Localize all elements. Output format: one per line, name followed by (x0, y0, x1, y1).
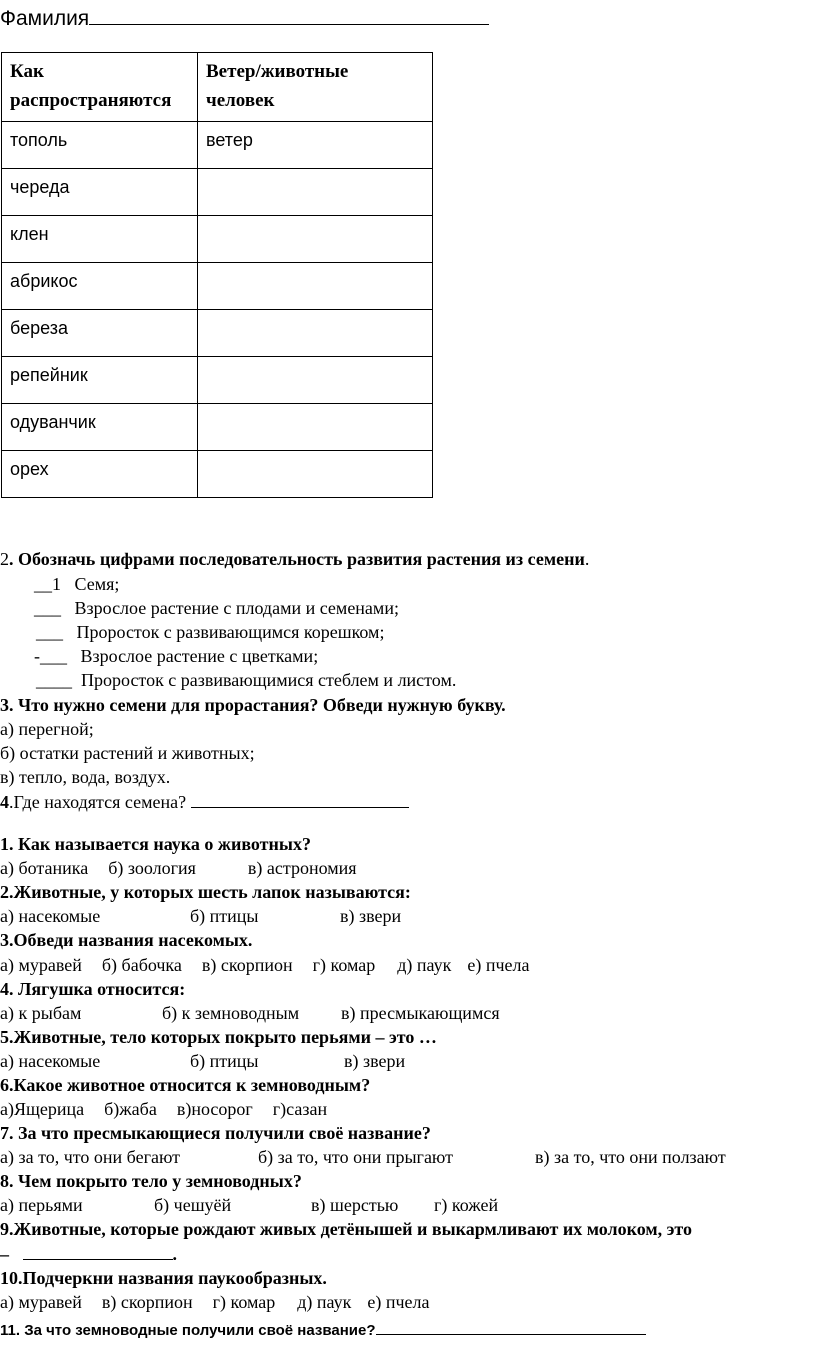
header-line: Как (10, 61, 44, 82)
table-row (2, 216, 433, 263)
table-header-cell (198, 53, 433, 122)
answer-option[interactable]: а) насекомые (0, 1051, 101, 1071)
answer-cell[interactable]: ветер (198, 122, 433, 169)
answer-blank[interactable] (376, 1318, 646, 1335)
answer-option[interactable]: б) остатки растений и животных; (0, 743, 255, 763)
answer-option[interactable]: б) чешуёй (154, 1195, 232, 1215)
answer-option[interactable]: а) перьями (0, 1195, 83, 1215)
quiz-question-11: 11. За что земноводные получили своё название? (0, 1318, 646, 1339)
section4-question: 4.Где находятся семена? (0, 791, 409, 813)
header-line: распространяются (10, 90, 172, 111)
answer-option[interactable]: г) кожей (434, 1195, 499, 1215)
answer-option[interactable]: е) пчела (367, 1292, 430, 1312)
answer-option[interactable]: в) скорпион (201, 955, 293, 975)
plant-cell: одуванчик (2, 404, 198, 451)
answer-option[interactable]: б)жаба (104, 1099, 157, 1119)
plant-cell: череда (2, 169, 198, 216)
quiz-answers (0, 1099, 327, 1120)
quiz-question: 4. Лягушка относится: (0, 979, 186, 999)
answer-option[interactable]: в)носорог (176, 1099, 253, 1119)
plant-cell: абрикос (2, 263, 198, 310)
table-row (2, 310, 433, 357)
quiz-question: 2.Животные, у которых шесть лапок называются: (0, 882, 411, 902)
sequence-item[interactable]: __1 Семя; (34, 574, 120, 594)
quiz-answer-line: – . (0, 1244, 177, 1264)
quiz-answers (0, 955, 530, 976)
quiz-question: 6.Какое животное относится к земноводным? (0, 1075, 371, 1095)
surname-field (0, 4, 489, 31)
answer-option[interactable]: а) насекомые (0, 906, 101, 926)
answer-option[interactable]: а) ботаника (0, 858, 89, 878)
plant-cell: репейник (2, 357, 198, 404)
answer-option[interactable]: б) к земноводным (162, 1003, 300, 1023)
quiz-answers (0, 1292, 429, 1313)
answer-option[interactable]: г) комар (212, 1292, 276, 1312)
surname-blank[interactable] (89, 4, 489, 25)
quiz-question: 9.Животные, которые рождают живых детёнышей и выкармливают их молоком, это (0, 1219, 693, 1239)
table-row (2, 169, 433, 216)
answer-blank[interactable] (191, 791, 409, 808)
plant-cell: клен (2, 216, 198, 263)
answer-option[interactable]: в) звери (344, 1051, 406, 1071)
quiz-answers (0, 1195, 498, 1216)
answer-option[interactable]: в) тепло, вода, воздух. (0, 767, 171, 787)
sequence-item[interactable]: ____ Проросток с развивающимися стеблем и листом. (36, 670, 457, 690)
answer-option[interactable]: в) за то, что они ползают (535, 1147, 726, 1167)
table-header-row (2, 53, 433, 122)
answer-option[interactable]: г) комар (312, 955, 376, 975)
answer-cell[interactable] (198, 357, 433, 404)
section3-title: 3. Что нужно семени для прорастания? Обведи нужную букву. (0, 695, 506, 715)
quiz-answers (0, 858, 357, 879)
answer-option[interactable]: б) птицы (190, 1051, 259, 1071)
quiz-answers (0, 906, 401, 927)
quiz-question: 1. Как называется наука о животных? (0, 834, 311, 854)
quiz-answers (0, 1147, 726, 1168)
answer-cell[interactable] (198, 451, 433, 498)
header-line: человек (206, 90, 275, 111)
sequence-item[interactable]: ___ Взрослое растение с плодами и семенами; (34, 598, 399, 618)
plant-cell: тополь (2, 122, 198, 169)
answer-option[interactable]: а) к рыбам (0, 1003, 82, 1023)
table-row (2, 451, 433, 498)
sequence-item[interactable]: -___ Взрослое растение с цветками; (34, 646, 319, 666)
answer-option[interactable]: в) астрономия (247, 858, 357, 878)
table-row (2, 263, 433, 310)
answer-option[interactable]: а) муравей (0, 955, 82, 975)
sequence-item[interactable]: ___ Проросток с развивающимся корешком; (36, 622, 385, 642)
answer-option[interactable]: б) зоология (108, 858, 196, 878)
answer-option[interactable]: б) бабочка (101, 955, 182, 975)
table-row (2, 357, 433, 404)
answer-option[interactable]: а) за то, что они бегают (0, 1147, 181, 1167)
answer-cell[interactable] (198, 310, 433, 357)
quiz-question: 10.Подчеркни названия паукообразных. (0, 1268, 327, 1288)
answer-cell[interactable] (198, 404, 433, 451)
answer-option[interactable]: б) птицы (190, 906, 259, 926)
plant-cell: береза (2, 310, 198, 357)
answer-option[interactable]: д) паук (297, 1292, 352, 1312)
header-line: Ветер/животные (206, 61, 349, 82)
answer-blank[interactable] (23, 1243, 173, 1260)
answer-option[interactable]: в) шерстью (311, 1195, 399, 1215)
quiz-question: 5.Животные, тело которых покрыто перьями – это … (0, 1027, 437, 1047)
table-row (2, 122, 433, 169)
answer-cell[interactable] (198, 216, 433, 263)
seed-distribution-table (1, 52, 433, 498)
answer-option[interactable]: в) скорпион (101, 1292, 193, 1312)
quiz-question: 8. Чем покрыто тело у земноводных? (0, 1171, 302, 1191)
answer-cell[interactable] (198, 263, 433, 310)
quiz-answers (0, 1003, 500, 1024)
answer-option[interactable]: д) паук (397, 955, 452, 975)
section2-title: 2. Обозначь цифрами последовательность развития растения из семени. (0, 549, 590, 569)
answer-cell[interactable] (198, 169, 433, 216)
table-header-cell (2, 53, 198, 122)
answer-option[interactable]: а) муравей (0, 1292, 82, 1312)
quiz-question: 7. За что пресмыкающиеся получили своё название? (0, 1123, 431, 1143)
answer-option[interactable]: б) за то, что они прыгают (258, 1147, 454, 1167)
answer-option[interactable]: г)сазан (272, 1099, 328, 1119)
quiz-answers (0, 1051, 405, 1072)
surname-label: Фамилия (0, 7, 90, 30)
quiz-question: 3.Обведи названия насекомых. (0, 930, 253, 950)
answer-option[interactable]: а) перегной; (0, 719, 94, 739)
answer-option[interactable]: в) пресмыкающимся (341, 1003, 500, 1023)
answer-option[interactable]: а)Ящерица (0, 1099, 85, 1119)
plant-cell: орех (2, 451, 198, 498)
answer-option[interactable]: в) звери (340, 906, 402, 926)
table-row (2, 404, 433, 451)
answer-option[interactable]: е) пчела (467, 955, 530, 975)
